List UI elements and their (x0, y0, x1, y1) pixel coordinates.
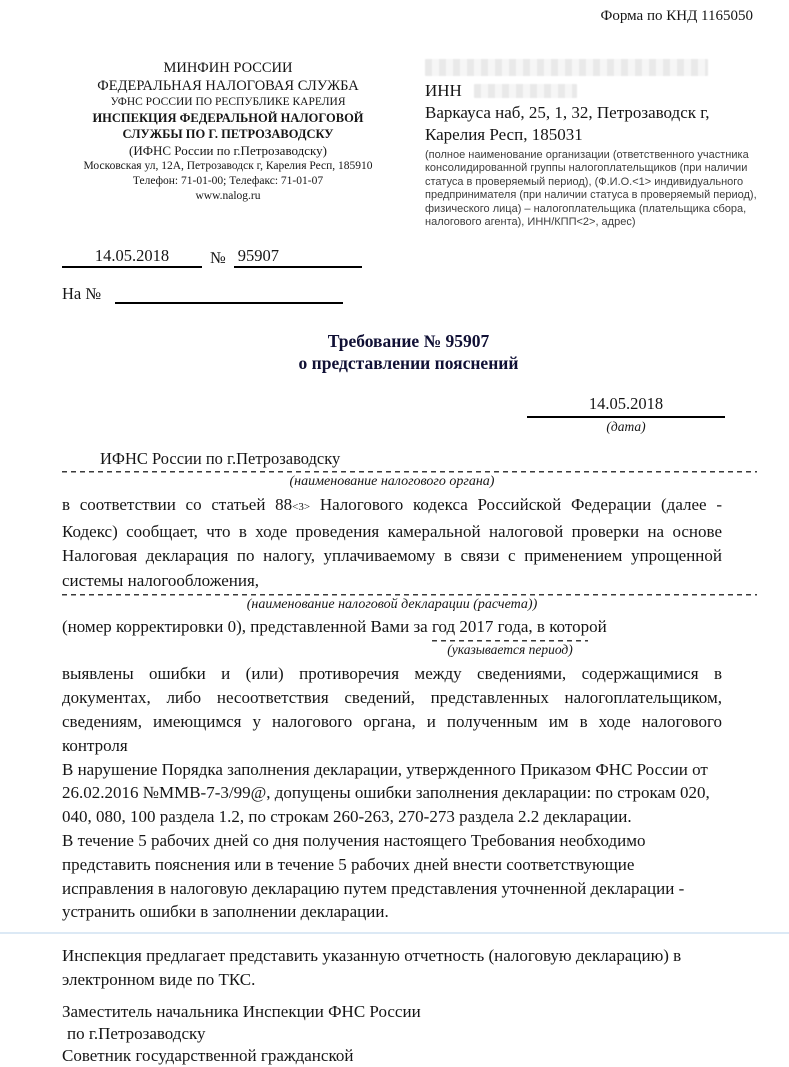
declaration-caption: (наименование налоговой декларации (расчета)) (246, 597, 538, 613)
signature-position-line: по г.Петрозаводску (67, 1023, 206, 1043)
paragraph-text: в соответствии со статьей 88 (62, 495, 293, 515)
paragraph-deadline: В течение 5 рабочих дней со дня получения настоящего Требования необходимо представить пояснения или в течение 5 рабочих дней внести соответствующие исправления в налоговую декларацию путем представления уточненной декларации - устранить ошибки в заполнении декларации. (62, 831, 685, 922)
redacted-inn-value (474, 84, 577, 98)
sender-line: УФНС РОССИИ ПО РЕСПУБЛИКЕ КАРЕЛИЯ (110, 96, 346, 108)
sender-line: ФЕДЕРАЛЬНАЯ НАЛОГОВАЯ СЛУЖБА (97, 78, 359, 94)
recipient-address: Варкауса наб, 25, 1, 32, Петрозаводск г, (425, 103, 710, 122)
number-sign: № (210, 248, 226, 268)
document-number-row (62, 246, 755, 268)
paragraph-text: Налогового кодекса Российской Федерации (далее - Кодекс) сообщает, что в ходе проведения камеральной налоговой проверки на основе Налоговая декларация по налогу, уплачиваемому в связи с применением упрощенной системы налогообложения, (62, 495, 722, 590)
date-value: 14.05.2018 (527, 394, 725, 418)
date-caption: (дата) (606, 419, 646, 435)
date-block (527, 394, 725, 435)
signature-position-line: Заместитель начальника Инспекции ФНС России (62, 1001, 421, 1021)
redacted-recipient-name (425, 59, 708, 76)
document-title (62, 330, 755, 374)
inn-label: ИНН (425, 81, 462, 100)
signature-block (62, 1001, 755, 1067)
document-number: 95907 (234, 246, 362, 268)
sender-website: www.nalog.ru (195, 190, 261, 202)
document-title-line1: Требование № 95907 (327, 331, 490, 352)
document-date: 14.05.2018 (62, 246, 202, 268)
sender-phone: Телефон: 71-01-00; Телефакс: 71-01-07 (132, 175, 324, 187)
sender-line: СЛУЖБЫ ПО Г. ПЕТРОЗАВОДСКУ (122, 127, 334, 141)
paragraph-discrepancies: выявлены ошибки и (или) противоречия между сведениями, содержащимися в документах, либо несоответствия сведений, представленных налогоплательщиком, сведениям, имеющимся у налогового органа, и полученным им в ходе налогового контроля (62, 664, 722, 755)
sender-line: МИНФИН РОССИИ (163, 60, 293, 76)
reply-to-label: На № (62, 284, 102, 304)
reply-to-row (62, 284, 755, 304)
recipient-address: Карелия Респ, 185031 (425, 125, 583, 144)
sender-address: Московская ул, 12А, Петрозаводск г, Карелия Респ, 185910 (83, 160, 373, 172)
document-header (62, 59, 755, 229)
sender-block (62, 59, 394, 229)
period-caption-block (360, 640, 660, 658)
reply-to-blank-line (115, 284, 343, 304)
period-caption: (указывается период) (447, 642, 573, 658)
recipient-field-caption: (полное наименование организации (ответственного участника консолидированной группы налогоплательщиков (при наличии статуса в проверяемый период), (Ф.И.О.<1> индивидуального предпринимателя (при наличии статуса в проверяемый период), физического лица) – налогоплательщика (плательщика сбора, налогового агента), ИНН/КПП<2>, адрес) (425, 149, 757, 229)
paragraph-legal-basis (62, 493, 722, 593)
footnote-marker: <3> (292, 501, 311, 514)
sender-line: (ИФНС России по г.Петрозаводску) (129, 143, 327, 158)
sender-line: ИНСПЕКЦИЯ ФЕДЕРАЛЬНОЙ НАЛОГОВОЙ (92, 111, 364, 125)
recipient-block (425, 59, 785, 229)
document-title-line2: о представлении пояснений (298, 353, 519, 374)
tax-authority-caption: (наименование налогового органа) (289, 474, 495, 490)
paragraph-electronic-filing: Инспекция предлагает представить указанную отчетность (налоговую декларацию) в электронном виде по ТКС. (62, 946, 682, 989)
paragraph-correction: (номер корректировки 0), представленной Вами за год 2017 года, в которой (62, 617, 607, 637)
inn-line (425, 80, 785, 102)
tax-authority-name: ИФНС России по г.Петрозаводску (100, 449, 341, 469)
form-kind-label: Форма по КНД 1165050 (600, 8, 753, 24)
signature-rank-line: Советник государственной гражданской (62, 1045, 354, 1065)
paragraph-violations: В нарушение Порядка заполнения декларации, утвержденного Приказом ФНС России от 26.02.2016 №ММВ-7-3/99@, допущены ошибки заполнения декларации: по строкам 020, 040, 080, 100 раздела 1.2, по строкам 260-263, 270-273 раздела 2.2 декларации. (62, 759, 710, 827)
